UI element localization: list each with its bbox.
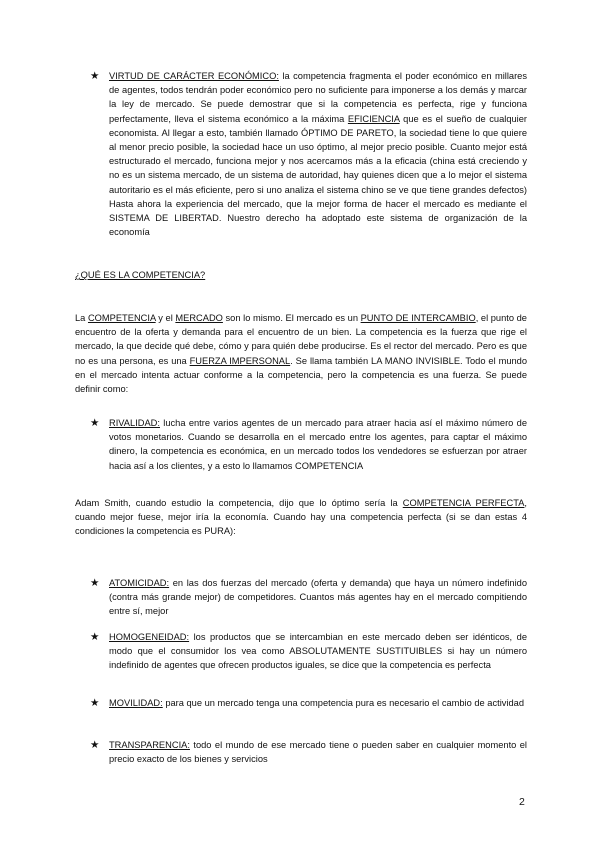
star-bullet-icon: ★ bbox=[90, 417, 100, 429]
term-competencia-perfecta: COMPETENCIA PERFECTA bbox=[402, 498, 525, 508]
star-bullet-icon: ★ bbox=[90, 70, 100, 82]
bullet-item-text bbox=[109, 696, 527, 710]
bullet-item-text bbox=[109, 738, 527, 766]
bullet-item-text bbox=[109, 630, 527, 673]
term-fuerza-impersonal: FUERZA IMPERSONAL bbox=[189, 355, 291, 366]
text-segment: todo el mundo de ese mercado tiene o pueden saber en cualquier momento el precio exacto de los bienes y servicios bbox=[109, 740, 527, 765]
text-segment: en las dos fuerzas del mercado (oferta y demanda) que haya un número indefinido (contra más grande mejor) de competidores. Cuantos más agentes hay en el mercado compitiendo entre sí, mejor bbox=[109, 578, 527, 617]
text-segment: la competencia fragmenta el poder económico en millares de agentes, todos tendrán poder económico pero no suficiente para imponerse a los demás y marcar la ley de mercado. Se puede demostrar que si la competencia es perfecta, rige y funciona perfectamente, lleva el sistema económico a la máxima bbox=[109, 71, 528, 124]
term-mercado: MERCADO bbox=[175, 313, 223, 323]
bullet-item-rivalidad bbox=[90, 416, 527, 473]
bullet-item-atomicidad bbox=[90, 576, 527, 619]
bullet-item-text bbox=[109, 416, 527, 473]
bullet-item-virtud bbox=[90, 69, 527, 239]
text-segment: los productos que se intercambian en este mercado deben ser idénticos, de modo que el consumidor los vea como ABSOLUTAMENTE SUSTITUIBLES si hay un número indefinido de agentes que ofrecen productos iguales, se dice que la competencia es perfecta bbox=[109, 632, 527, 671]
star-bullet-icon: ★ bbox=[90, 739, 100, 751]
bullet-item-movilidad bbox=[90, 696, 527, 710]
text-segment: que es el sueño de cualquier economista. Al llegar a esto, también llamado ÓPTIMO DE PARETO, la sociedad tiene lo que quiere al menor precio posible, la sociedad hace un uso óptimo, al mejor precio posible. Cuanto mejor está estructurado el mercado, funciona mejor y nos acercamos más a la eficacia (china está creciendo y no es un sistema mercado, de un sistema de autoridad, hay quienes dicen que a lo mejor el sistema autoritario es el más eficiente, pero si uno analiza el sistema chino se ve que tiene grandes defectos) Hasta ahora la experiencia del mercado, que la mejor forma de hacer el mercado es mediante el SISTEMA DE LIBERTAD. Nuestro derecho ha adoptado este sistema de organización de la economía bbox=[109, 113, 527, 238]
text-segment: para que un mercado tenga una competencia pura es necesario el cambio de actividad bbox=[162, 698, 524, 708]
term-rivalidad: RIVALIDAD: bbox=[109, 418, 160, 428]
term-eficiencia: EFICIENCIA bbox=[347, 113, 400, 124]
star-bullet-icon: ★ bbox=[90, 577, 100, 589]
term-virtud: VIRTUD DE CARÁCTER ECONÓMICO: bbox=[109, 71, 279, 81]
star-bullet-icon: ★ bbox=[90, 631, 100, 643]
bullet-item-text bbox=[109, 69, 527, 239]
term-transparencia: TRANSPARENCIA: bbox=[109, 740, 190, 750]
term-punto-intercambio: PUNTO DE INTERCAMBIO bbox=[360, 313, 476, 323]
term-homogeneidad: HOMOGENEIDAD: bbox=[109, 632, 190, 642]
text-segment: y el bbox=[155, 313, 176, 323]
term-competencia: COMPETENCIA bbox=[87, 313, 156, 323]
text-segment: . Se llama también LA MANO INVISIBLE. Todo el mundo en el mercado intenta actuar conforme a la competencia, pero la competencia es una fuerza. Se puede definir como: bbox=[75, 355, 527, 395]
star-bullet-icon: ★ bbox=[90, 697, 100, 709]
text-segment: La bbox=[75, 313, 88, 323]
bullet-item-text bbox=[109, 576, 527, 619]
text-segment: , cuando mejor fuese, mejor iría la economía. Cuando hay una competencia perfecta (si se dan estas 4 condiciones la competencia es PURA): bbox=[75, 498, 528, 537]
term-atomicidad: ATOMICIDAD: bbox=[109, 578, 170, 588]
text-segment: lucha entre varios agentes de un mercado para atraer hacia así el máximo número de votos monetarios. Cuando se desarrolla en el mercado entre los agentes, para captar el máximo dinero, la competencia es económica, en un mercado todos los vendedores se esfuerzan por atraer hacia así a los clientes, y a esto lo llamamos COMPETENCIA bbox=[109, 418, 527, 471]
bullet-item-homogeneidad bbox=[90, 630, 527, 673]
paragraph-adam-smith bbox=[75, 496, 527, 539]
text-segment: Adam Smith, cuando estudio la competencia, dijo que lo óptimo sería la bbox=[75, 498, 403, 508]
page-number: 2 bbox=[519, 796, 525, 808]
term-movilidad: MOVILIDAD: bbox=[109, 698, 163, 708]
text-segment: , el punto de encuentro de la oferta y demanda para el encuentro de un bien. La competencia es la fuerza que rige el mercado, la que decide qué debe, cómo y para quién debe producirse. Es el rector del mercado. Pero es que no es una persona, es una bbox=[75, 313, 527, 366]
paragraph-competencia bbox=[75, 311, 527, 396]
text-segment: son lo mismo. El mercado es un bbox=[222, 313, 361, 323]
bullet-item-transparencia bbox=[90, 738, 527, 766]
section-heading: ¿QUÉ ES LA COMPETENCIA? bbox=[75, 270, 206, 280]
